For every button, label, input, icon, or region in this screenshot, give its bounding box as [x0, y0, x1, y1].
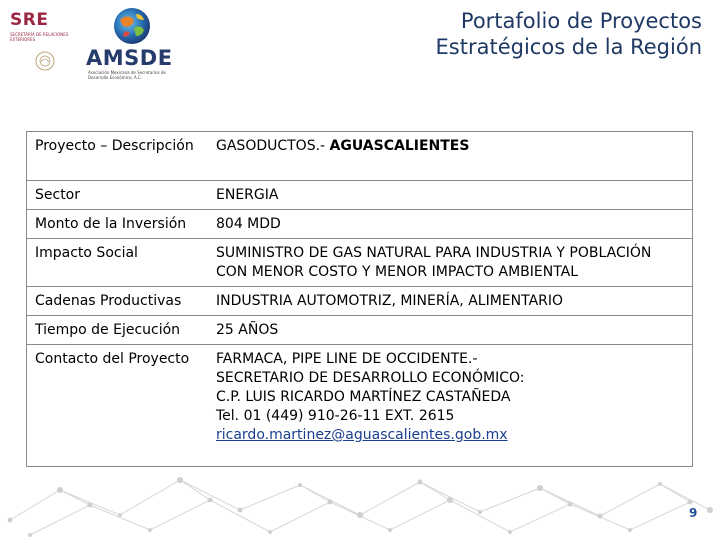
table-row [27, 239, 693, 287]
sre-logo-text: SRE [10, 10, 49, 30]
amsde-logo [86, 6, 180, 78]
contact-line-2: SECRETARIO DE DESARROLLO ECONÓMICO: [216, 370, 525, 386]
table-row [27, 210, 693, 239]
contact-email-link[interactable]: ricardo.martinez@aguascalientes.gob.mx [216, 427, 508, 443]
impact-value: SUMINISTRO DE GAS NATURAL PARA INDUSTRIA Y POBLACIÓN CON MENOR COSTO Y MENOR IMPACTO AMBIENTAL [216, 245, 652, 280]
project-label: Proyecto – Descripción [35, 138, 194, 154]
network-decoration [0, 460, 720, 540]
investment-label: Monto de la Inversión [35, 216, 187, 232]
sre-logo-subtitle: SECRETARÍA DE RELACIONES EXTERIORES [10, 32, 69, 42]
chains-value: INDUSTRIA AUTOMOTRIZ, MINERÍA, ALIMENTARIO [216, 293, 564, 309]
project-value-bold: AGUASCALIENTES [329, 138, 470, 154]
sre-logo [10, 10, 88, 76]
contact-label: Contacto del Proyecto [35, 351, 190, 367]
amsde-logo-subtitle: Asociación Mexicana de Secretarios de Desarrollo Económico, A.C. [88, 70, 166, 80]
mexico-seal-icon [34, 50, 56, 72]
project-value [208, 132, 693, 181]
table-row [27, 132, 693, 181]
table-row [27, 345, 693, 467]
table-row [27, 316, 693, 345]
sector-label: Sector [35, 187, 81, 203]
title-line-2: Estratégicos de la Región [435, 35, 702, 59]
contact-line-4: Tel. 01 (449) 910-26-11 EXT. 2615 [216, 408, 455, 424]
time-value: 25 AÑOS [216, 322, 279, 338]
amsde-logo-text: AMSDE [86, 46, 173, 70]
contact-line-3: C.P. LUIS RICARDO MARTÍNEZ CASTAÑEDA [216, 389, 511, 405]
impact-label: Impacto Social [35, 245, 138, 261]
globe-icon [112, 6, 152, 46]
investment-value: 804 MDD [216, 216, 281, 232]
project-table [26, 131, 693, 467]
table-row [27, 287, 693, 316]
table-row [27, 181, 693, 210]
contact-line-1: FARMACA, PIPE LINE DE OCCIDENTE.- [216, 351, 478, 367]
chains-label: Cadenas Productivas [35, 293, 182, 309]
time-label: Tiempo de Ejecución [35, 322, 181, 338]
contact-value [208, 345, 693, 467]
title-line-1: Portafolio de Proyectos [460, 9, 702, 33]
page-title [436, 8, 702, 60]
page-number: 9 [689, 506, 698, 520]
project-value-prefix: GASODUCTOS.- [216, 138, 330, 154]
sector-value: ENERGIA [216, 187, 279, 203]
